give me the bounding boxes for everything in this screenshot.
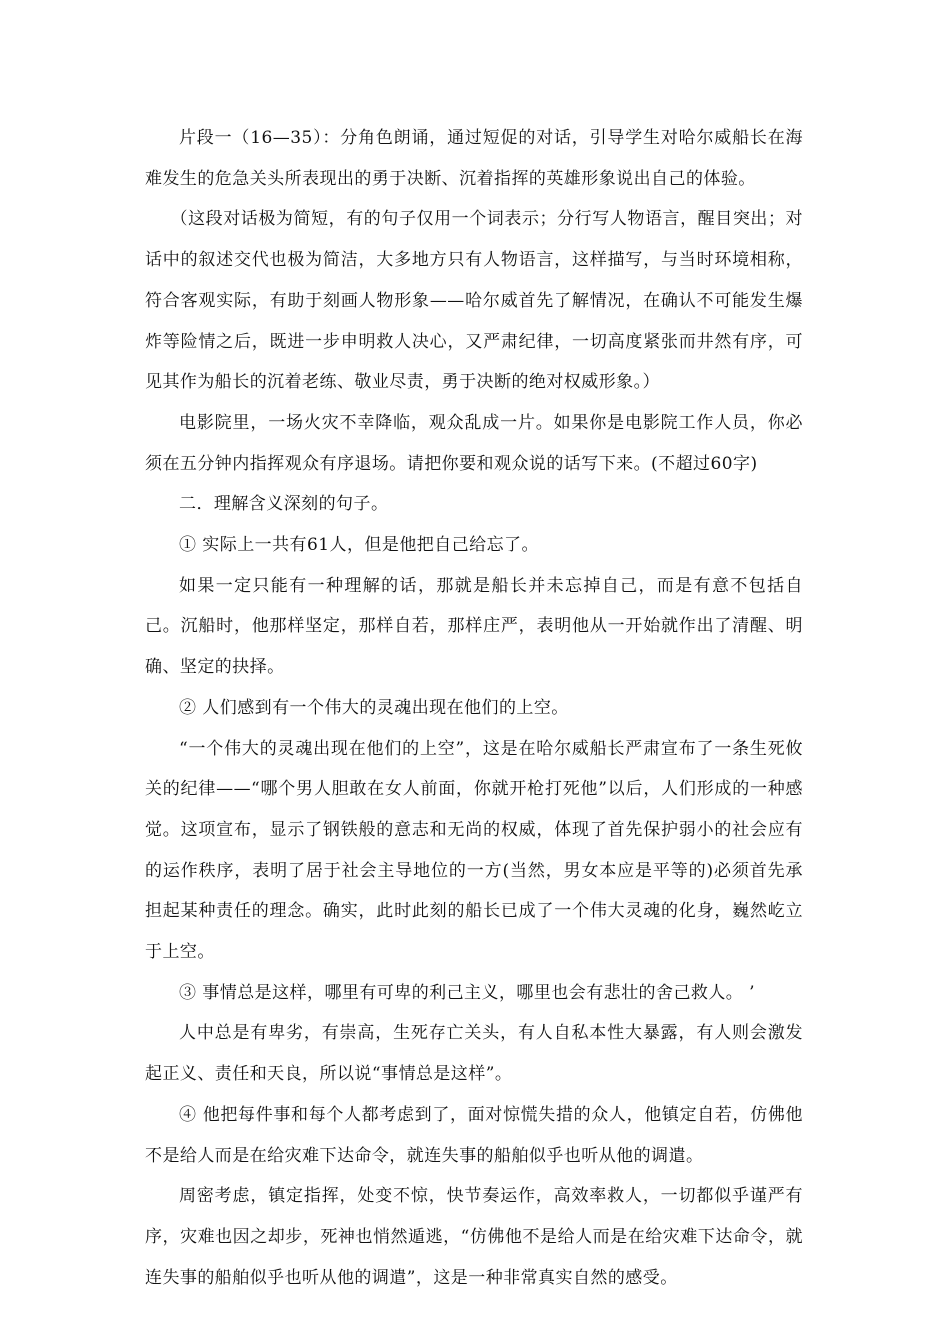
sentence-item-3: ③ 事情总是这样，哪里有可卑的利己主义，哪里也会有悲壮的舍己救人。 ’	[179, 982, 755, 1003]
sentence-item-2: ② 人们感到有一个伟大的灵魂出现在他们的上空。	[179, 697, 569, 718]
sentence-item-4: ④ 他把每件事和每个人都考虑到了，面对惊慌失措的众人，他镇定自若，仿佛他不是给人而是在给灾难下达命令，就连失事的船舶似乎也听从他的调遣。	[145, 1104, 803, 1166]
sentence-explanation-1: 如果一定只能有一种理解的话，那就是船长并未忘掉自己，而是有意不包括自己。沉船时，他那样坚定，那样自若，那样庄严，表明他从一开始就作出了清醒、明确、坚定的抉择。	[145, 575, 803, 678]
paragraph-excerpt-one: 片段一（16—35）：分角色朗诵，通过短促的对话，引导学生对哈尔威船长在海难发生的危急关头所表现出的勇于决断、沉着指挥的英雄形象说出自己的体验。	[145, 128, 803, 189]
sentence-explanation-2: “一个伟大的灵魂出现在他们的上空”，这是在哈尔威船长严肃宣布了一条生死攸关的纪律——“哪个男人胆敢在女人前面，你就开枪打死他”以后，人们形成的一种感觉。这项宣布，显示了钢铁般的意志和无尚的权威，体现了首先保护弱小的社会应有的运作秩序，表明了居于社会主导地位的一方(当然，男女本应是平等的)必须首先承担起某种责任的理念。确实，此时此刻的船长已成了一个伟大灵魂的化身，巍然屹立于上空。	[145, 738, 803, 963]
document-body	[145, 118, 803, 1298]
sentence-item-1: ① 实际上一共有61人，但是他把自己给忘了。	[179, 535, 539, 556]
sentence-explanation-3: 人中总是有卑劣，有崇高，生死存亡关头，有人自私本性大暴露，有人则会激发起正义、责任和天良，所以说“事情总是这样”。	[145, 1023, 803, 1085]
section-heading-sentences: 二．理解含义深刻的句子。	[179, 494, 389, 515]
paragraph-dialogue-note: （这段对话极为简短，有的句子仅用一个词表示；分行写人物语言，醒目突出；对话中的叙述交代也极为简洁，大多地方只有人物语言，这样描写，与当时环境相称，符合客观实际，有助于刻画人物形象——哈尔威首先了解情况，在确认不可能发生爆炸等险情之后，既进一步申明救人决心，又严肃纪律，一切高度紧张而井然有序，可见其作为船长的沉着老练、敬业尽责，勇于决断的绝对权威形象。）	[145, 209, 803, 393]
paragraph-cinema-exercise: 电影院里，一场火灾不幸降临，观众乱成一片。如果你是电影院工作人员，你必须在五分钟内指挥观众有序退场。请把你要和观众说的话写下来。(不超过60字)	[145, 412, 803, 474]
sentence-explanation-4: 周密考虑，镇定指挥，处变不惊，快节奏运作，高效率救人，一切都似乎谨严有序，灾难也因之却步，死神也悄然遁逃，“仿佛他不是给人而是在给灾难下达命令，就连失事的船舶似乎也听从他的调遣”，这是一种非常真实自然的感受。	[145, 1186, 803, 1288]
